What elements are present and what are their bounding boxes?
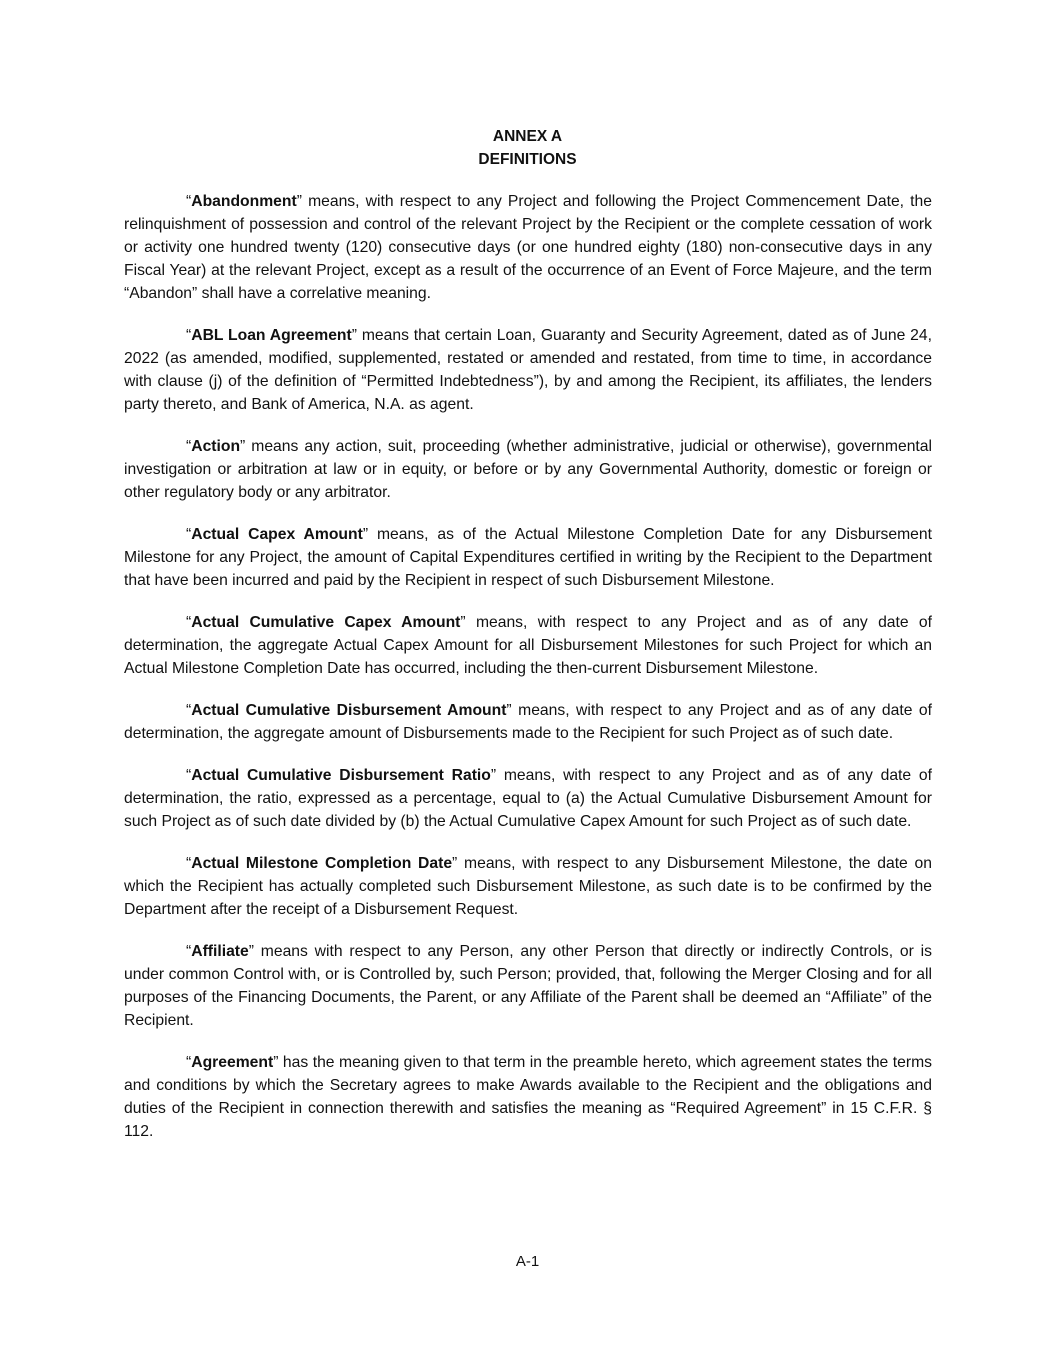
definition-text: means, with respect to any Project and as of any date of determination, the ratio, expressed as a percentage, equal to (a) the Actual Cumulative Disbursement Amount for such Project as of such date divided by (b) the Actual Cumulative Capex Amount for such Project as of such date.: [124, 767, 932, 830]
definition-paragraph: [124, 324, 932, 416]
definition-paragraph: [124, 611, 932, 680]
open-quote: “: [186, 702, 192, 719]
page-number: A-1: [515, 1253, 540, 1270]
definition-text: means with respect to any Person, any other Person that directly or indirectly Controls, or is under common Control with, or is Controlled by, such Person; provided, that, following the Merger Closing and for all purposes of the Financing Documents, the Parent, or any Affiliate of the Parent shall be deemed an “Affiliate” of the Recipient.: [124, 943, 932, 1029]
defined-term: Action: [191, 438, 241, 455]
open-quote: “: [186, 526, 192, 543]
definitions-title: DEFINITIONS: [478, 151, 577, 168]
definition-text: means, as of the Actual Milestone Completion Date for any Disbursement Milestone for any Project, the amount of Capital Expenditures certified in writing by the Recipient to the Department that have been incurred and paid by the Recipient in respect of such Disbursement Milestone.: [124, 526, 932, 589]
close-quote: ”: [362, 526, 369, 543]
definition-paragraph: [124, 523, 932, 592]
definition-paragraph: [124, 190, 932, 305]
definition-paragraph: [124, 940, 932, 1032]
close-quote: ”: [273, 1054, 279, 1071]
definition-text: has the meaning given to that term in the preamble hereto, which agreement states the terms and conditions by which the Secretary agrees to make Awards available to the Recipient and the obligations and duties of the Recipient in connection therewith and satisfies the meaning as “Required Agreement” in 15 C.F.R. § 112.: [124, 1054, 932, 1140]
close-quote: ”: [460, 614, 466, 631]
annex-title: ANNEX A: [492, 128, 563, 145]
open-quote: “: [186, 327, 192, 344]
close-quote: ”: [452, 855, 458, 872]
definition-text: means, with respect to any Disbursement Milestone, the date on which the Recipient has actually completed such Disbursement Milestone, as such date is to be confirmed by the Department after the receipt of a Disbursement Request.: [124, 855, 932, 918]
defined-term: Actual Capex Amount: [191, 526, 363, 543]
defined-term: Actual Cumulative Capex Amount: [191, 614, 461, 631]
definition-text: means, with respect to any Project and as of any date of determination, the aggregate amount of Disbursements made to the Recipient for such Project as of such date.: [124, 702, 932, 742]
definition-text: means any action, suit, proceeding (whether administrative, judicial or otherwise), governmental investigation or arbitration at law or in equity, or before or by any Governmental Authority, domestic or foreign or other regulatory body or any arbitrator.: [124, 438, 932, 501]
definitions-body: [124, 190, 932, 1162]
open-quote: “: [186, 855, 192, 872]
defined-term: Abandonment: [191, 193, 297, 210]
close-quote: ”: [351, 327, 357, 344]
close-quote: ”: [248, 943, 254, 960]
defined-term: Actual Cumulative Disbursement Amount: [191, 702, 507, 719]
open-quote: “: [186, 767, 192, 784]
open-quote: “: [186, 1054, 192, 1071]
open-quote: “: [186, 943, 192, 960]
defined-term: Affiliate: [191, 943, 249, 960]
definition-text: means that certain Loan, Guaranty and Security Agreement, dated as of June 24, 2022 (as amended, modified, supplemented, restated or amended and restated, from time to time, in accordance with clause (j) of the definition of “Permitted Indebtedness”), by and among the Recipient, its affiliates, the lenders party thereto, and Bank of America, N.A. as agent.: [124, 327, 932, 413]
definition-paragraph: [124, 699, 932, 745]
definition-paragraph: [124, 852, 932, 921]
defined-term: ABL Loan Agreement: [191, 327, 352, 344]
defined-term: Actual Cumulative Disbursement Ratio: [191, 767, 491, 784]
definition-text: means, with respect to any Project and as of any date of determination, the aggregate Actual Capex Amount for all Disbursement Milestones for such Project for which an Actual Milestone Completion Date has occurred, including the then-current Disbursement Milestone.: [124, 614, 932, 677]
definition-paragraph: [124, 435, 932, 504]
open-quote: “: [186, 193, 192, 210]
defined-term: Agreement: [191, 1054, 274, 1071]
open-quote: “: [186, 438, 192, 455]
close-quote: ”: [506, 702, 512, 719]
defined-term: Actual Milestone Completion Date: [191, 855, 453, 872]
close-quote: ”: [490, 767, 497, 784]
definition-text: means, with respect to any Project and following the Project Commencement Date, the relinquishment of possession and control of the relevant Project by the Recipient or the complete cessation of work or activity one hundred twenty (120) consecutive days (or one hundred eighty (180) non-consecutive days in any Fiscal Year) at the relevant Project, except as a result of the occurrence of an Event of Force Majeure, and the term “Abandon” shall have a correlative meaning.: [124, 193, 932, 302]
open-quote: “: [186, 614, 192, 631]
close-quote: ”: [240, 438, 246, 455]
definition-paragraph: [124, 764, 932, 833]
definition-paragraph: [124, 1051, 932, 1143]
close-quote: ”: [296, 193, 302, 210]
